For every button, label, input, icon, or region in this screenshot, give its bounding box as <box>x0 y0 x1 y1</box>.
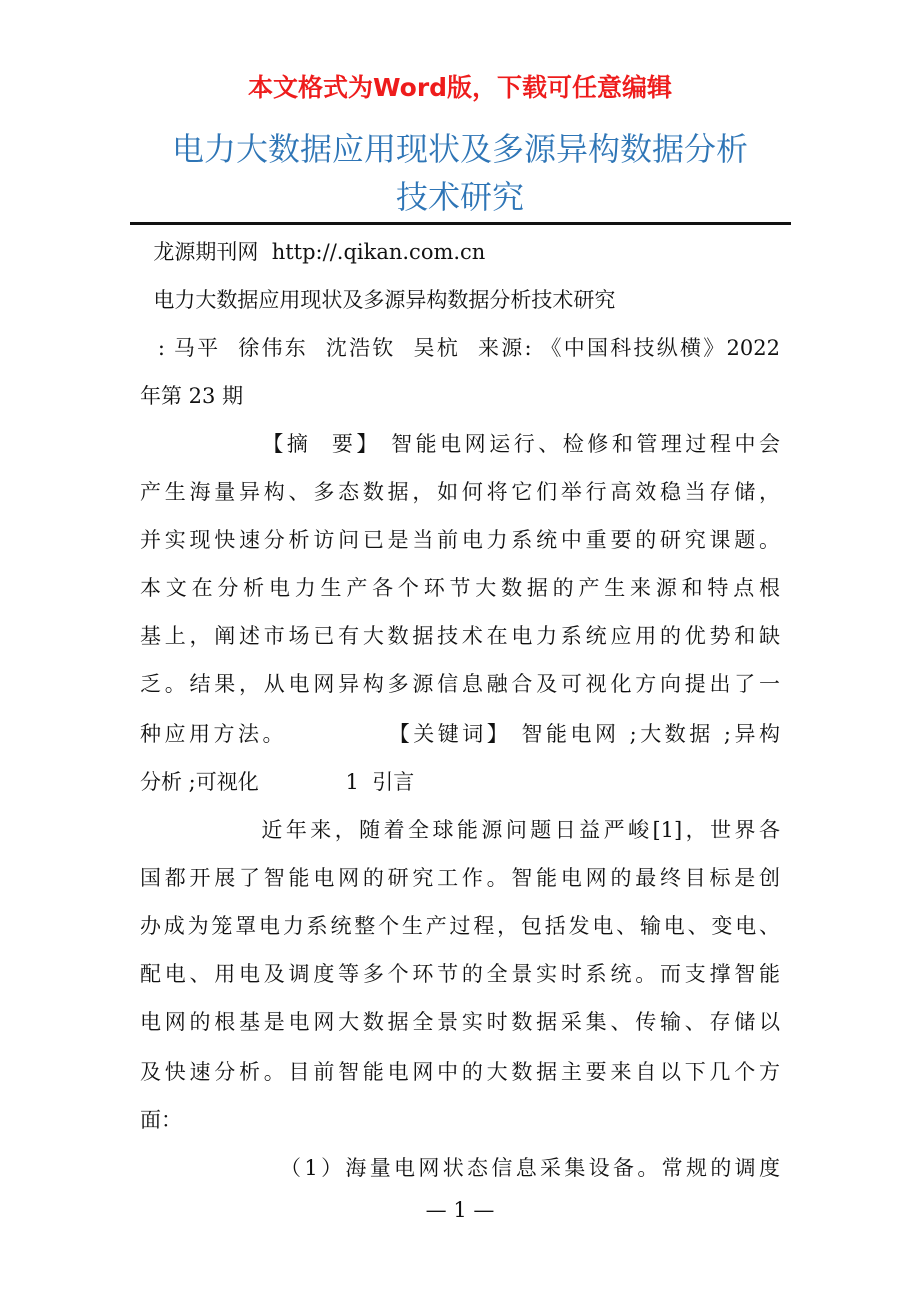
body-text-line: 种应用方法。 【关键词】 智能电网 ;大数据 ;异构 <box>140 722 780 746</box>
body-text-line: 面： <box>140 1108 182 1132</box>
body-text-line: 办成为笼罩电力系统整个生产过程，包括发电、输电、变电、 <box>140 914 780 938</box>
body-text-line: 并实现快速分析访问已是当前电力系统中重要的研究课题。 <box>140 528 780 552</box>
body-text-line: 【摘 要】 智能电网运行、检修和管理过程中会 <box>140 432 780 456</box>
body-text-line: 国都开展了智能电网的研究工作。智能电网的最终目标是创 <box>140 866 780 890</box>
body-text-line: 本文在分析电力生产各个环节大数据的产生来源和特点根 <box>140 576 780 600</box>
body-text-line: 产生海量异构、多态数据，如何将它们举行高效稳当存储， <box>140 480 780 504</box>
body-text-line: 电网的根基是电网大数据全景实时数据采集、传输、存储以 <box>140 1010 780 1034</box>
body-text-line: 配电、用电及调度等多个环节的全景实时系统。而支撑智能 <box>140 962 780 986</box>
document-title-line-1: 电力大数据应用现状及多源异构数据分析 <box>171 130 748 168</box>
body-text-line: 分析 ;可视化 1 引言 <box>140 770 415 794</box>
body-text-line: 近年来，随着全球能源问题日益严峻[1]，世界各 <box>140 818 780 842</box>
document-title-line-2: 技术研究 <box>395 178 524 216</box>
page-number: — 1 — <box>425 1198 495 1222</box>
body-text-line: 及快速分析。目前智能电网中的大数据主要来自以下几个方 <box>140 1060 780 1084</box>
body-text-line: 电力大数据应用现状及多源异构数据分析技术研究 <box>140 288 616 312</box>
body-text-line: 基上，阐述市场已有大数据技术在电力系统应用的优势和缺 <box>140 624 780 648</box>
body-text-line: 龙源期刊网 http://.qikan.com.cn <box>140 240 486 264</box>
body-text-line: : 马平 徐伟东 沈浩钦 吴杭 来源: 《中国科技纵横》2022 <box>140 336 780 360</box>
word-format-banner: 本文格式为Word版，下载可任意编辑 <box>247 73 673 102</box>
body-text-line: 乏。结果，从电网异构多源信息融合及可视化方向提出了一 <box>140 672 780 696</box>
body-text-line: （1）海量电网状态信息采集设备。常规的调度 <box>140 1156 780 1180</box>
title-divider <box>130 222 791 225</box>
body-text-line: 年第 23 期 <box>140 384 244 408</box>
